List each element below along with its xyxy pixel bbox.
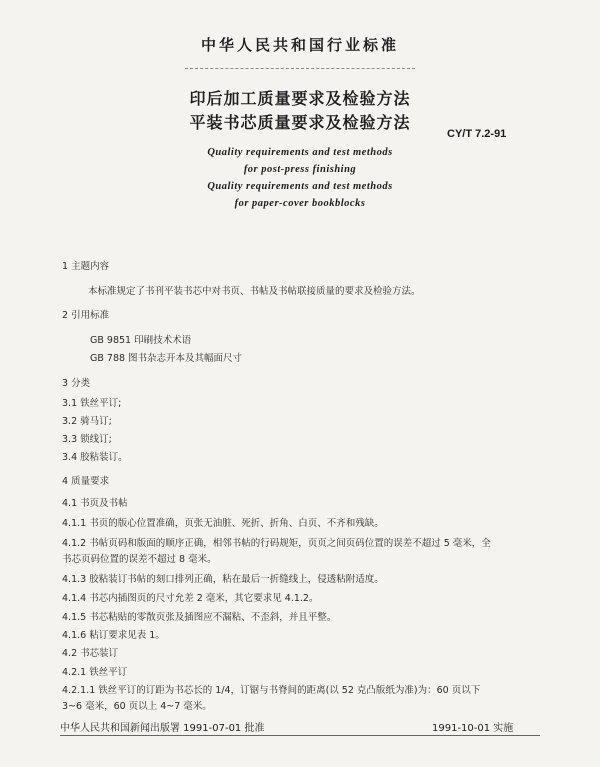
reference-gb788: GB 788 图书杂志开本及其幅面尺寸 bbox=[90, 353, 243, 364]
title-en-1: Quality requirements and test methods bbox=[207, 147, 393, 158]
clause-4-1: 4.1 书页及书帖 bbox=[62, 498, 128, 509]
section-1-text: 本标准规定了书刊平装书芯中对书页、书帖及书帖联接质量的要求及检验方法。 bbox=[88, 286, 421, 297]
section-4-heading: 4 质量要求 bbox=[62, 476, 110, 487]
reference-gb9851: GB 9851 印刷技术术语 bbox=[90, 335, 192, 346]
footer-effective: 1991-10-01 实施 bbox=[432, 723, 514, 734]
class-3-4: 3.4 胶粘装订。 bbox=[62, 452, 128, 463]
title-en-2: for post-press finishing bbox=[243, 164, 357, 175]
clause-4-1-6: 4.1.6 粘订要求见表 1。 bbox=[62, 630, 165, 641]
section-3-heading: 3 分类 bbox=[62, 378, 91, 389]
class-3-3: 3.3 锁线订; bbox=[62, 434, 112, 445]
title-en-4: for paper-cover bookblocks bbox=[234, 198, 366, 209]
class-3-2: 3.2 骑马订; bbox=[62, 416, 112, 427]
clause-4-1-2: 4.1.2 书帖页码和版面的顺序正确，相邻书帖的行码规矩，页页之间页码位置的误差不超过 5 毫米，全 bbox=[62, 538, 491, 549]
standard-code: CY/T 7.2-91 bbox=[447, 128, 507, 140]
title-cn-2: 平装书芯质量要求及检验方法 bbox=[189, 113, 411, 132]
footer-publisher: 中华人民共和国新闻出版署 1991-07-01 批准 bbox=[60, 723, 265, 734]
clause-4-2-1-1-cont: 3~6 毫米，60 页以上 4~7 毫米。 bbox=[62, 701, 212, 712]
clause-4-1-5: 4.1.5 书芯粘贴的零散页张及插图应不漏粘、不歪斜，并且平整。 bbox=[62, 612, 337, 623]
clause-4-1-3: 4.1.3 胶粘装订书帖的刻口排列正确，粘在最后一折缝线上，侵透粘附适度。 bbox=[62, 574, 384, 585]
clause-4-2-1: 4.2.1 铁丝平订 bbox=[62, 667, 128, 678]
class-3-1: 3.1 铁丝平订; bbox=[62, 398, 122, 409]
section-2-heading: 2 引用标准 bbox=[62, 310, 110, 321]
clause-4-2-1-1: 4.2.1.1 铁丝平订的订距为书芯长的 1/4，订锯与书脊间的距离(以 52 克凸版纸为准)为：60 页以下 bbox=[62, 685, 481, 696]
standard-type-header: 中华人民共和国行业标准 bbox=[200, 36, 399, 54]
clause-4-1-4: 4.1.4 书芯内插图页的尺寸允差 2 毫米，其它要求见 4.1.2。 bbox=[62, 593, 319, 604]
clause-4-2: 4.2 书芯装订 bbox=[62, 648, 119, 659]
section-1-heading: 1 主题内容 bbox=[62, 261, 110, 272]
footer-rule bbox=[60, 735, 540, 736]
title-en-3: Quality requirements and test methods bbox=[207, 181, 393, 192]
title-cn-1: 印后加工质量要求及检验方法 bbox=[189, 89, 411, 108]
clause-4-1-1: 4.1.1 书页的版心位置准确，页张无油脏、死折、折角、白页、不齐和残缺。 bbox=[62, 518, 384, 529]
clause-4-1-2-cont: 书芯页码位置的误差不超过 8 毫米。 bbox=[62, 554, 217, 565]
header-rule bbox=[185, 68, 415, 69]
